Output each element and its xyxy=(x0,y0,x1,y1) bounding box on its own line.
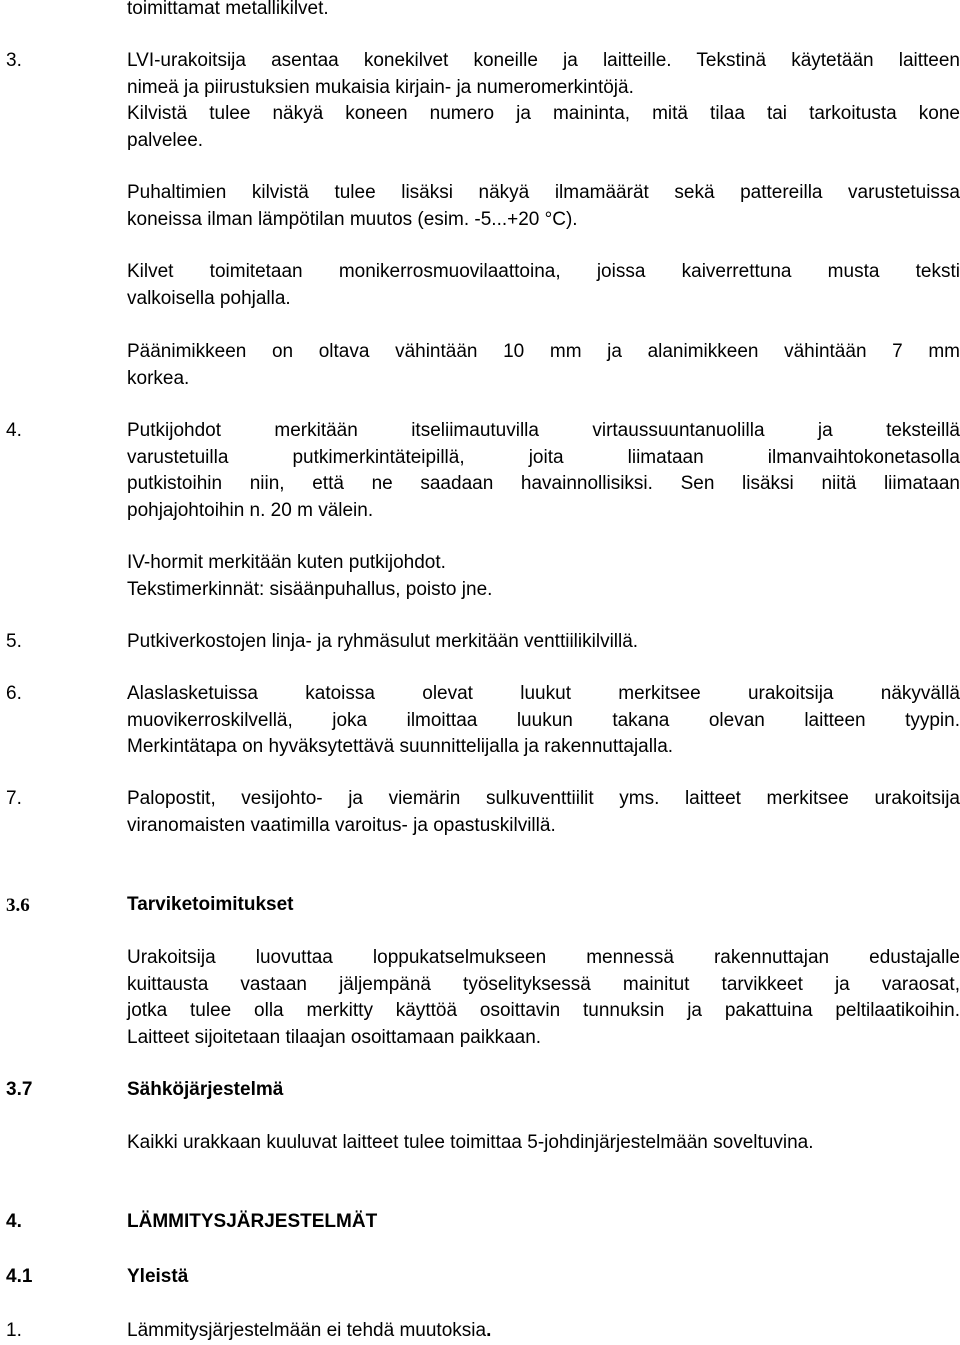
section36-paragraph xyxy=(127,945,960,1051)
item1-end-mark: . xyxy=(486,1320,492,1341)
item3-paragraph-3 xyxy=(127,259,960,312)
item7-paragraph xyxy=(127,786,960,839)
section-heading: Sähköjärjestelmä xyxy=(127,1079,284,1100)
item3-paragraph-4 xyxy=(127,339,960,392)
intro-paragraph xyxy=(127,0,960,23)
item-number: 1. xyxy=(6,1320,22,1341)
text-line: Palopostit, vesijohto- ja viemärin sulkuventtiilit yms. laitteet merkitsee urakoitsija xyxy=(127,788,960,809)
text-line: putkistoihin niin, että ne saadaan havainnollisiksi. Sen lisäksi niitä liimataan xyxy=(127,473,960,494)
item5-paragraph xyxy=(127,629,960,656)
section-heading: Tarviketoimitukset xyxy=(127,894,294,915)
text-line: muovikerroskilvellä, joka ilmoittaa luukun takana olevan laitteen tyypin. xyxy=(127,709,960,731)
text-line: toimittamat metallikilvet. xyxy=(127,0,329,19)
text-line: Putkijohdot merkitään itseliimautuvilla virtaussuuntanuolilla ja teksteillä xyxy=(127,420,960,441)
chapter-number: 4. xyxy=(6,1211,22,1232)
chapter-heading: LÄMMITYSJÄRJESTELMÄT xyxy=(127,1211,378,1232)
text-line: pohjajohtoihin n. 20 m välein. xyxy=(127,499,374,521)
text-line: jotka tulee olla merkitty käyttöä osoittavin tunnuksin ja pakattuina peltilaatikoihin. xyxy=(127,1000,960,1021)
text-line: palvelee. xyxy=(127,129,204,151)
text-line: Putkiverkostojen linja- ja ryhmäsulut merkitään venttiilikilvillä. xyxy=(127,631,639,652)
text-line: valkoisella pohjalla. xyxy=(127,287,291,309)
section-heading: Yleistä xyxy=(127,1266,189,1287)
item3-paragraph-1 xyxy=(127,48,960,154)
text-line: nimeä ja piirustuksien mukaisia kirjain- ja numeromerkintöjä. xyxy=(127,76,634,98)
item-number: 5. xyxy=(6,631,22,652)
text-line: Laitteet sijoitetaan tilaajan osoittamaan paikkaan. xyxy=(127,1026,542,1048)
section-number: 3.7 xyxy=(6,1079,33,1100)
section-number: 4.1 xyxy=(6,1266,33,1287)
section-number: 3.6 xyxy=(6,895,30,916)
text-line: Kaikki urakkaan kuuluvat laitteet tulee toimittaa 5-johdinjärjestelmään soveltuvina. xyxy=(127,1132,814,1153)
section37-paragraph xyxy=(127,1130,960,1157)
text-line: varustetuilla putkimerkintäteipillä, joita liimataan ilmanvaihtokonetasolla xyxy=(127,446,960,468)
text-line: Merkintätapa on hyväksytettävä suunnittelijalla ja rakennuttajalla. xyxy=(127,736,674,757)
text-line: Päänimikkeen on oltava vähintään 10 mm ja alanimikkeen vähintään 7 mm xyxy=(127,341,960,362)
item6-paragraph xyxy=(127,681,960,761)
item-number: 6. xyxy=(6,683,22,704)
item3-paragraph-2 xyxy=(127,180,960,233)
item1-paragraph xyxy=(127,1318,960,1345)
text-line: Kilvistä tulee näkyä koneen numero ja maininta, mitä tilaa tai tarkoitusta kone xyxy=(127,103,960,124)
item4-paragraph-2 xyxy=(127,550,960,603)
text-line: Kilvet toimitetaan monikerrosmuovilaattoina, joissa kaiverrettuna musta teksti xyxy=(127,261,960,282)
text-line: kuittausta vastaan jäljempänä työselityksessä mainitut tarvikkeet ja varaosat, xyxy=(127,973,960,995)
item1-text: Lämmitysjärjestelmään ei tehdä muutoksia xyxy=(127,1320,487,1341)
text-line: viranomaisten vaatimilla varoitus- ja opastuskilvillä. xyxy=(127,814,556,836)
text-line xyxy=(127,1318,960,1345)
text-line: koneissa ilman lämpötilan muutos (esim. -5...+20 °C). xyxy=(127,208,578,230)
item4-paragraph-1 xyxy=(127,418,960,524)
text-line: Urakoitsija luovuttaa loppukatselmukseen mennessä rakennuttajan edustajalle xyxy=(127,947,960,968)
text-line: Alaslasketuissa katoissa olevat luukut merkitsee urakoitsija näkyvällä xyxy=(127,683,960,704)
text-line: Tekstimerkinnät: sisäänpuhallus, poisto jne. xyxy=(127,578,493,600)
text-line: IV-hormit merkitään kuten putkijohdot. xyxy=(127,552,446,573)
item-number: 3. xyxy=(6,50,22,71)
text-line: Puhaltimien kilvistä tulee lisäksi näkyä ilmamäärät sekä pattereilla varustetuissa xyxy=(127,182,960,203)
text-line: LVI-urakoitsija asentaa konekilvet koneille ja laitteille. Tekstinä käytetään laitteen xyxy=(127,50,960,71)
text-line: korkea. xyxy=(127,367,190,389)
item-number: 4. xyxy=(6,420,22,441)
item-number: 7. xyxy=(6,788,22,809)
